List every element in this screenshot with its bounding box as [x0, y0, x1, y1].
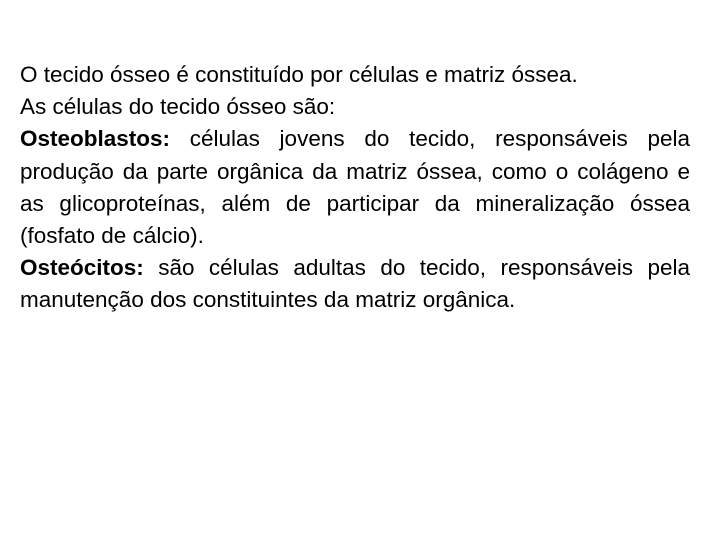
- osteocitos-description: são células adultas do tecido, responsáveis pela manutenção dos constituintes da matriz orgânica.: [20, 255, 690, 313]
- osteocitos-term: Osteócitos:: [20, 255, 144, 281]
- slide-text-body: [20, 59, 690, 317]
- osteocitos-paragraph: [20, 252, 690, 316]
- cells-heading: As células do tecido ósseo são:: [20, 94, 336, 120]
- osteoblastos-description: células jovens do tecido, responsáveis pela produção da parte orgânica da matriz óssea, como o colágeno e as glicoproteínas, além de participar da mineralização óssea (fosfato de cálcio).: [20, 126, 690, 249]
- intro-paragraph: O tecido ósseo é constituído por células e matriz óssea.: [20, 62, 578, 87]
- osteoblastos-term: Osteoblastos:: [20, 126, 171, 152]
- osteoblastos-paragraph: [20, 123, 690, 252]
